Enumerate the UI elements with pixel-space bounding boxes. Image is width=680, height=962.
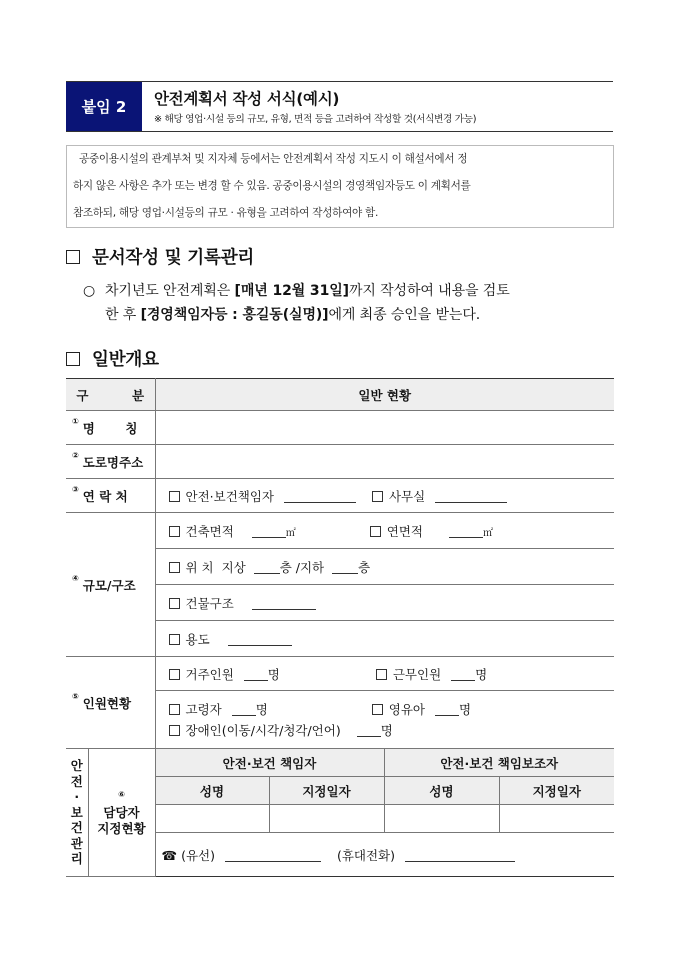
- elderly-label: 고령자: [185, 701, 222, 717]
- label: 도로명주소: [82, 454, 144, 470]
- area-cell: [155, 513, 614, 549]
- officer-date-cell[interactable]: [269, 805, 384, 833]
- text: 차기년도 안전계획은: [105, 283, 235, 299]
- circled-number: ③: [72, 484, 79, 494]
- contact-officer-label: 안전·보건책임자: [185, 488, 274, 504]
- residents-cell: [155, 657, 614, 691]
- checkbox-icon[interactable]: [370, 526, 381, 537]
- phone-cell: [155, 833, 614, 877]
- label: 담당자: [103, 804, 140, 820]
- char: 리: [70, 851, 83, 867]
- fill-blank[interactable]: [449, 527, 483, 538]
- assistant-header: 안전·보건 책임보조자: [384, 749, 614, 777]
- fill-blank[interactable]: [405, 851, 515, 862]
- unit: 명: [459, 701, 472, 717]
- infants-label: 영유아: [388, 701, 426, 717]
- fill-blank[interactable]: [252, 527, 286, 538]
- checkbox-icon: [66, 250, 80, 264]
- landline-label: (유선): [181, 847, 215, 863]
- location-cell: [155, 549, 614, 585]
- text: 에게 최종 승인을 받는다.: [328, 307, 481, 323]
- officer-date-header: 지정일자: [269, 777, 384, 805]
- text: 한 후: [105, 307, 141, 323]
- officer-name-header: 성명: [155, 777, 269, 805]
- usage-label: 용도: [185, 631, 210, 647]
- checkbox-icon[interactable]: [169, 526, 180, 537]
- checkbox-icon[interactable]: [376, 669, 387, 680]
- records-paragraph: [83, 279, 613, 327]
- checkbox-icon[interactable]: [169, 704, 180, 715]
- fill-blank[interactable]: [228, 635, 292, 646]
- section-title: 문서작성 및 기록관리: [92, 248, 255, 268]
- label: 인원현황: [82, 695, 132, 711]
- location-label: 위 치 지상: [185, 559, 246, 575]
- fill-blank[interactable]: [232, 705, 256, 716]
- mobile-label: (휴대전화): [336, 847, 395, 863]
- assistant-name-cell[interactable]: [384, 805, 499, 833]
- fill-blank[interactable]: [244, 670, 268, 681]
- char: 보: [70, 804, 83, 820]
- fill-blank[interactable]: [332, 563, 358, 574]
- floor-label: 층 /지하: [279, 559, 325, 575]
- name-value-cell[interactable]: [155, 411, 614, 445]
- circled-number: ①: [72, 416, 79, 426]
- circled-number: ⑥: [118, 789, 125, 799]
- char: 관: [70, 835, 83, 851]
- text: 까지 작성하여 내용을 검토: [348, 283, 510, 299]
- row-label-contact: [66, 479, 155, 513]
- char: ·: [74, 789, 80, 805]
- row-label-address: [66, 445, 155, 479]
- char: 전: [70, 773, 83, 789]
- checkbox-icon[interactable]: [169, 562, 180, 573]
- contact-value-cell: [155, 479, 614, 513]
- label: 규모/구조: [82, 577, 136, 593]
- section-title: 일반개요: [92, 350, 159, 370]
- circled-number: ⑤: [72, 691, 79, 701]
- officer-name-cell[interactable]: [155, 805, 269, 833]
- unit: ㎡: [483, 527, 493, 539]
- floor-label: 층: [358, 559, 371, 575]
- unit: 명: [255, 701, 268, 717]
- workers-label: 근무인원: [392, 666, 442, 682]
- checkbox-icon[interactable]: [169, 669, 180, 680]
- document-subtitle: ※ 해당 영업·시설 등의 규모, 유형, 면적 등을 고려하여 작성할 것(서식변경 가능): [154, 114, 477, 125]
- section-heading-records: [66, 244, 254, 269]
- unit: 명: [380, 722, 393, 738]
- unit: 명: [267, 666, 280, 682]
- address-value-cell[interactable]: [155, 445, 614, 479]
- total-area-label: 연면적: [386, 523, 424, 539]
- safety-management-vertical-label: [66, 749, 88, 877]
- usage-cell: [155, 621, 614, 657]
- checkbox-icon[interactable]: [169, 634, 180, 645]
- general-overview-table: [66, 378, 614, 877]
- unit: 명: [475, 666, 488, 682]
- unit: ㎡: [285, 527, 296, 539]
- notice-line: 참조하되, 해당 영업·시설등의 규모 · 유형을 고려하여 작성하여야 함.: [73, 207, 379, 219]
- fill-blank[interactable]: [225, 851, 321, 862]
- checkbox-icon[interactable]: [372, 704, 383, 715]
- structure-cell: [155, 585, 614, 621]
- label: 지정현황: [97, 820, 146, 836]
- notice-line: 하지 않은 사항은 추가 또는 변경 할 수 있음. 공중이용시설의 경영책임자등도 이 계획서를: [73, 180, 471, 192]
- row-label-occupancy: [66, 657, 155, 749]
- section-heading-overview: [66, 346, 159, 371]
- phone-icon: ☎: [161, 847, 178, 863]
- vulnerable-people-cell: [155, 691, 614, 749]
- officer-header: 안전·보건 책임자: [155, 749, 384, 777]
- fill-blank[interactable]: [254, 563, 280, 574]
- label: 연 락 처: [82, 488, 128, 504]
- char: 안: [70, 758, 83, 774]
- row-label-manager-designation: [88, 749, 155, 877]
- row-label-name: [66, 411, 155, 445]
- residents-label: 거주인원: [185, 666, 234, 682]
- checkbox-icon[interactable]: [372, 491, 383, 502]
- building-area-label: 건축면적: [185, 523, 234, 539]
- disabled-label: 장애인(이동/시각/청각/언어): [185, 722, 341, 738]
- assistant-date-cell[interactable]: [499, 805, 614, 833]
- checkbox-icon: [66, 352, 80, 366]
- table-header-category: 구 분: [66, 379, 155, 411]
- assistant-name-header: 성명: [384, 777, 499, 805]
- checkbox-icon[interactable]: [169, 491, 180, 502]
- circled-number: ②: [72, 450, 79, 460]
- char: 건: [70, 820, 83, 836]
- table-header-status: 일반 현황: [155, 379, 614, 411]
- document-title: 안전계획서 작성 서식(예시): [154, 90, 340, 108]
- fill-blank[interactable]: [451, 670, 475, 681]
- row-label-size-structure: [66, 513, 155, 657]
- fill-blank[interactable]: [284, 492, 356, 503]
- assistant-date-header: 지정일자: [499, 777, 614, 805]
- fill-blank[interactable]: [435, 705, 459, 716]
- circled-number: ④: [72, 573, 79, 583]
- circle-bullet-icon: ○: [83, 283, 96, 299]
- document-header: [66, 81, 613, 132]
- fill-blank[interactable]: [357, 726, 381, 737]
- checkbox-icon[interactable]: [169, 598, 180, 609]
- checkbox-icon[interactable]: [169, 725, 180, 736]
- attachment-badge: 붙임 2: [66, 82, 142, 131]
- fill-blank[interactable]: [252, 599, 316, 610]
- approver-text: [경영책임자등 : 홍길동(실명)]: [140, 307, 329, 323]
- notice-box: [66, 145, 614, 228]
- deadline-text: [매년 12월 31일]: [234, 283, 349, 299]
- notice-line: 공중이용시설의 관계부처 및 지자체 등에서는 안전계획서 작성 지도시 이 해설서에서 정: [79, 153, 468, 165]
- label: 명 칭: [82, 420, 138, 436]
- structure-label: 건물구조: [185, 595, 234, 611]
- contact-office-label: 사무실: [388, 488, 426, 504]
- fill-blank[interactable]: [435, 492, 507, 503]
